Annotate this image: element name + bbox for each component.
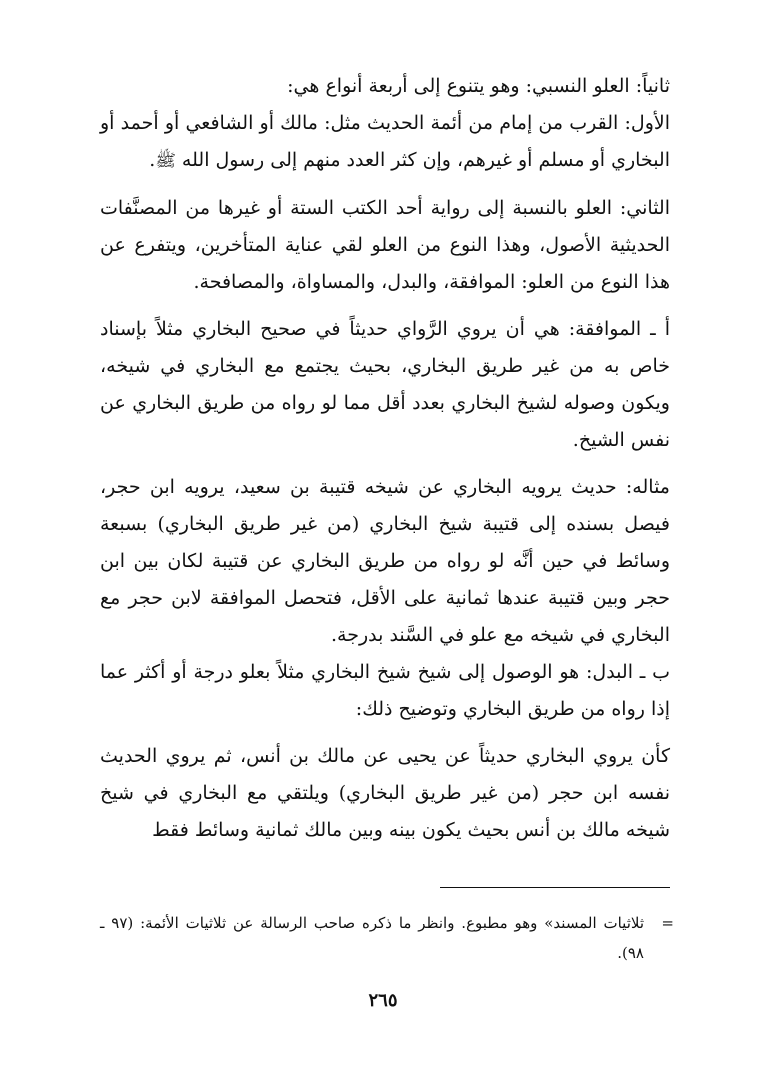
- paragraph-first-type-end: .: [149, 149, 156, 171]
- main-text: [100, 68, 670, 849]
- footnote-text: ثلاثيات المسند» وهو مطبوع. وانظر ما ذكره صاحب الرسالة عن ثلاثيات الأئمة: (٩٧ ـ ٩٨).: [100, 914, 645, 962]
- honorific-symbol: ﷺ: [155, 151, 176, 171]
- paragraph-badal: ب ـ البدل: هو الوصول إلى شيخ شيخ البخاري مثلاً بعلو درجة أو أكثر عما إذا رواه من طريق البخاري وتوضيح ذلك:: [100, 661, 670, 720]
- paragraph-first-type: [100, 105, 670, 180]
- paragraph-second-type: الثاني: العلو بالنسبة إلى رواية أحد الكتب الستة أو غيرها من المصنَّفات الحديثية الأصول، وهذا النوع من العلو لقي عناية المتأخرين، ويتفرع عن هذا النوع من العلو: الموافقة، والبدل، والمساواة، والمصافحة.: [100, 197, 670, 293]
- paragraph-muwafaqa: أ ـ الموافقة: هي أن يروي الرَّواي حديثاً في صحيح البخاري مثلاً بإسناد خاص به من غير طريق البخاري، بحيث يجتمع مع البخاري في شيخه، ويكون وصوله لشيخ البخاري بعدد أقل مما لو رواه من طريق البخاري عن نفس الشيخ.: [100, 318, 670, 451]
- page-number: ٢٦٥: [368, 990, 398, 1011]
- paragraph-badal-example: كأن يروي البخاري حديثاً عن يحيى عن مالك بن أنس، ثم يروي الحديث نفسه ابن حجر (من غير طريق البخاري) ويلتقي مع البخاري في شيخ شيخه مالك بن أنس بحيث يكون بينه وبين مالك ثمانية وسائط فقط: [100, 745, 670, 841]
- footnote-continuation-mark: =: [661, 914, 674, 932]
- paragraph-intro: ثانياً: العلو النسبي: وهو يتنوع إلى أربعة أنواع هي:: [287, 75, 670, 97]
- paragraph-first-type-text: الأول: القرب من إمام من أئمة الحديث مثل: مالك أو الشافعي أو أحمد أو البخاري أو مسلم أو غيرهم، وإن كثر العدد منهم إلى رسول الله: [100, 112, 670, 171]
- footnote: [100, 908, 674, 968]
- footnote-divider: [440, 887, 670, 888]
- paragraph-example: مثاله: حديث يرويه البخاري عن شيخه قتيبة بن سعيد، يرويه ابن حجر، فيصل بسنده إلى قتيبة شيخ البخاري (من غير طريق البخاري) بسبعة وسائط في حين أنَّه لو رواه من طريق البخاري عن قتيبة لكان بين ابن حجر وبين قتيبة عندها ثمانية على الأقل، فتحصل الموافقة لابن حجر مع البخاري في شيخه مع علو في السَّند بدرجة.: [100, 476, 670, 646]
